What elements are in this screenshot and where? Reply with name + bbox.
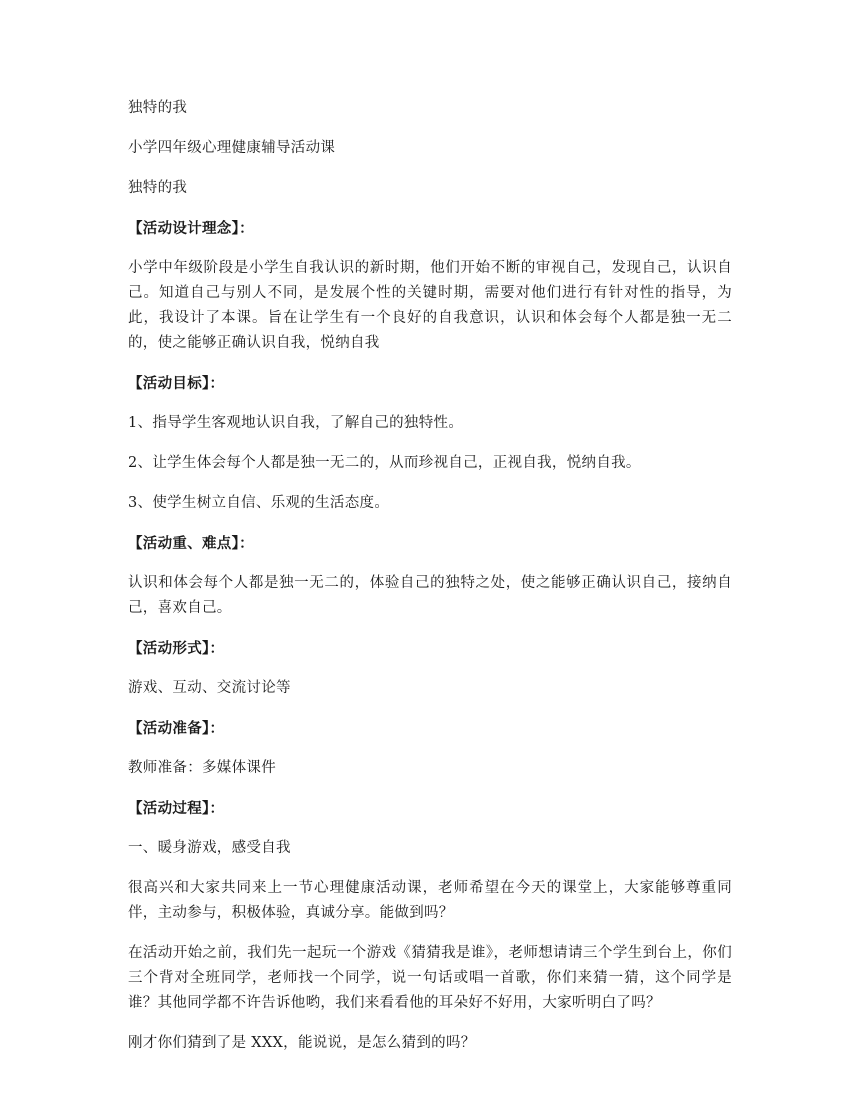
doc-title: 独特的我 (128, 100, 188, 116)
document-page (128, 96, 732, 1071)
section-heading-preparation: 【活动准备】： (128, 720, 225, 737)
process-step-1-title: 一、暖身游戏，感受自我 (128, 840, 291, 856)
process-paragraph-intro: 很高兴和大家共同来上一节心理健康活动课，老师希望在今天的课堂上，大家能够尊重同伴，主动参与，积极体验，真诚分享。能做到吗？ (128, 880, 732, 921)
goal-item-3: 3、使学生树立自信、乐观的生活态度。 (128, 495, 390, 511)
section-heading-format: 【活动形式】： (128, 640, 225, 657)
goal-item-1: 1、指导学生客观地认识自我，了解自己的独特性。 (128, 415, 464, 431)
goal-item-2: 2、让学生体会每个人都是独一无二的，从而珍视自己，正视自我，悦纳自我。 (128, 455, 641, 471)
lesson-title: 独特的我 (128, 180, 188, 196)
process-paragraph-game: 在活动开始之前，我们先一起玩一个游戏《猜猜我是谁》，老师想请请三个学生到台上，你们三个背对全班同学，老师找一个同学，说一句话或唱一首歌，你们来猜一猜，这个同学是谁？其他同学都不许告诉他哟，我们来看看他的耳朵好不好用，大家听明白了吗？ (128, 945, 732, 1011)
doc-subtitle: 小学四年级心理健康辅导活动课 (128, 140, 336, 156)
process-paragraph-question: 刚才你们猜到了是 XXX，能说说，是怎么猜到的吗？ (128, 1035, 476, 1051)
section-heading-design-concept: 【活动设计理念】： (128, 220, 254, 237)
format-text: 游戏、互动、交流讨论等 (128, 680, 291, 696)
section-heading-goals: 【活动目标】： (128, 375, 225, 392)
key-points-text: 认识和体会每个人都是独一无二的，体验自己的独特之处，使之能够正确认识自己，接纳自己，喜欢自己。 (128, 575, 732, 616)
preparation-text: 教师准备：多媒体课件 (128, 760, 276, 776)
design-concept-text: 小学中年级阶段是小学生自我认识的新时期，他们开始不断的审视自己，发现自己，认识自己。知道自己与别人不同，是发展个性的关键时期，需要对他们进行有针对性的指导，为此，我设计了本课。旨在让学生有一个良好的自我意识，认识和体会每个人都是独一无二的，使之能够正确认识自我，悦纳自我 (128, 260, 732, 351)
section-heading-process: 【活动过程】： (128, 800, 225, 817)
section-heading-key-points: 【活动重、难点】： (128, 535, 254, 552)
